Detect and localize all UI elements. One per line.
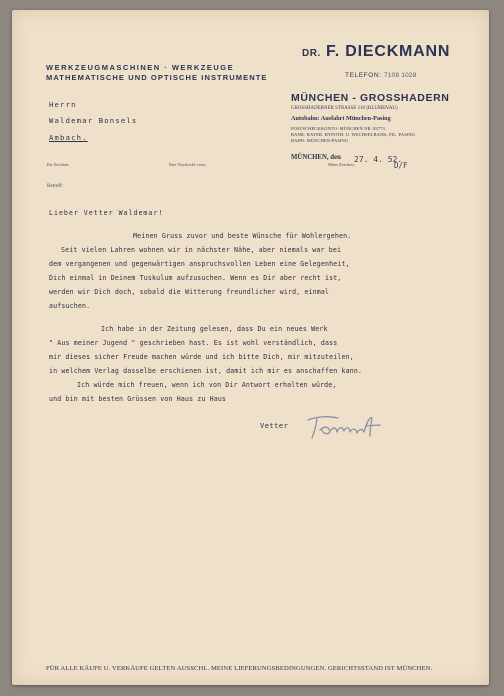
company-line-2: MATHEMATISCHE UND OPTISCHE INSTRUMENTE	[46, 73, 268, 82]
date-value: 27. 4. 52.	[354, 155, 403, 164]
body-line: " Aus meiner Jugend " geschrieben hast. Es ist wohl verständlich, dass	[49, 339, 338, 347]
footer-terms: FÜR ALLE KÄUFE U. VERKÄUFE GELTEN AUSSCHL. MEINE LIEFERUNGSBEDINGUNGEN. GERICHTSSTAND IST MÜNCHEN.	[46, 665, 433, 672]
date-label: MÜNCHEN, den	[291, 154, 341, 161]
recipient-line-3: Ambach.	[49, 133, 88, 142]
body-line: Ich würde mich freuen, wenn ich von Dir Antwort erhalten würde,	[77, 381, 337, 389]
your-message-label: Ihre Nachricht vom:	[169, 162, 207, 167]
salutation: Lieber Vetter Waldemar!	[49, 209, 164, 217]
body-line: Meinen Gruss zuvor und beste Wünsche für Wohlergehen.	[133, 232, 352, 240]
your-sign-label: Ihr Zeichen:	[47, 162, 70, 167]
my-sign-label: Mein Zeichen:	[328, 162, 355, 167]
letter-page	[12, 10, 489, 685]
body-line: werden wir Dich doch, sobald die Witterung freundlicher wird, einmal	[49, 288, 330, 296]
body-line: in welchem Verlag dasselbe erschienen ist, damit ich mir es anschaffen kann.	[49, 367, 363, 375]
my-sign-value: D/F	[394, 161, 408, 170]
company-name-text: F. DIECKMANN	[325, 43, 451, 60]
company-line-1: WERKZEUGMASCHINEN · WERKZEUGE	[46, 63, 235, 72]
signature-label: Vetter	[260, 422, 289, 430]
handwritten-signature	[304, 410, 386, 442]
address-bank: BANK: BAYER. HYPOTH. U. WECHSELBANK, FIL. PASING	[291, 132, 416, 137]
subject-label: Betreff:	[47, 183, 64, 189]
address-city: MÜNCHEN - GROSSHADERN	[291, 92, 450, 104]
body-line: dem vergangenen und gegenwärtigen anspruchsvollen Leben eine Gelegenheit,	[49, 260, 350, 268]
address-autobahn: Autobahn: Ausfahrt München-Pasing	[291, 115, 391, 122]
body-line: Dich einmal in Deinem Tuskulum aufzusuchen. Wenn es Dir aber recht ist,	[49, 274, 342, 282]
address-bahn: BAHN: MÜNCHEN-PASING	[291, 138, 349, 143]
recipient-line-1: Herrn	[49, 100, 77, 109]
body-line: Seit vielen Lahren wohnen wir in nächster Nähe, aber niemals war bei	[61, 246, 342, 254]
telefon-label: TELEFON:	[345, 72, 382, 79]
address-street: GROSSHADERNER STRASSE 110 (BLUMENAU)	[291, 106, 398, 111]
telefon-number: 7108 1028	[384, 72, 417, 79]
body-line: aufsuchen.	[49, 302, 91, 310]
body-line: und bin mit besten Grüssen von Haus zu Haus	[49, 395, 227, 403]
recipient-line-2: Waldemar Bonsels	[49, 116, 138, 125]
company-title-prefix: DR.	[302, 48, 321, 59]
body-line: Ich habe in der Zeitung gelesen, dass Du ein neues Werk	[101, 325, 328, 333]
company-name	[302, 43, 450, 61]
address-postscheck: POSTSCHECKKONTO: MÜNCHEN NR. 83773	[291, 126, 385, 131]
body-line: mir dieses sicher Freude machen würde und ich bitte Dich, mir mitzuteilen,	[49, 353, 354, 361]
telefon	[345, 72, 417, 79]
